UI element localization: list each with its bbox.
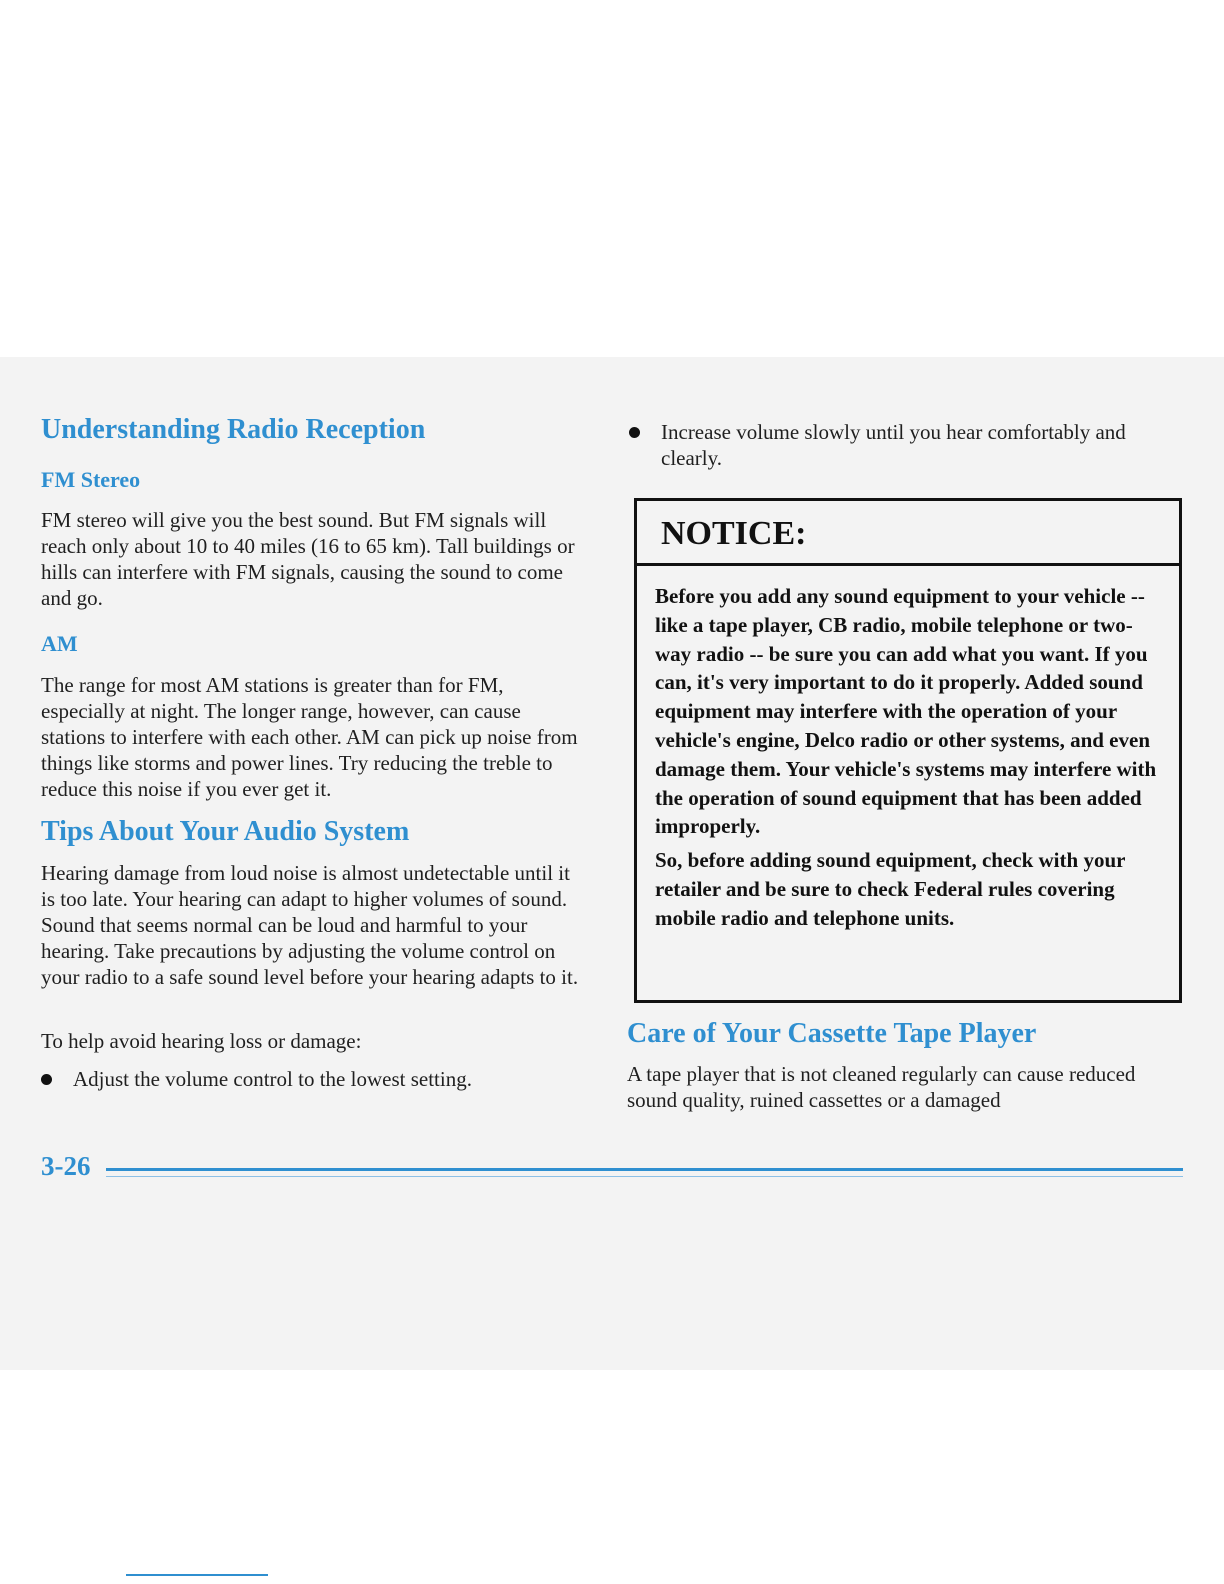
page-number: 3-26 bbox=[41, 1151, 91, 1181]
section-title-cassette-care: Care of Your Cassette Tape Player bbox=[627, 1018, 1037, 1049]
footer-rule bbox=[106, 1168, 1183, 1171]
bottom-underline bbox=[126, 1574, 268, 1576]
bullet-dot-icon bbox=[629, 427, 640, 438]
bullet-text: Adjust the volume control to the lowest setting. bbox=[73, 1067, 472, 1091]
bullet-text: Increase volume slowly until you hear comfortably and clearly. bbox=[661, 420, 1126, 470]
bullet-item-increase-volume bbox=[629, 419, 1184, 471]
am-paragraph: The range for most AM stations is greater than for FM, especially at night. The longer range, however, can cause stations to interfere with each other. AM can pick up noise from things like storms and power lines. Try reducing the treble to reduce this noise if you ever get it. bbox=[41, 673, 578, 801]
subheading-fm-stereo: FM Stereo bbox=[41, 467, 141, 492]
bullet-dot-icon bbox=[41, 1074, 52, 1085]
bullet-item-adjust-volume bbox=[41, 1066, 589, 1092]
help-paragraph: To help avoid hearing loss or damage: bbox=[41, 1029, 362, 1053]
notice-paragraph-1: Before you add any sound equipment to your vehicle -- like a tape player, CB radio, mobile telephone or two-way radio -- be sure you can add what you want. If you can, it's very important to do it properly. Added sound equipment may interfere with the operation of your vehicle's engine, Delco radio or other systems, and even damage them. Your vehicle's systems may interfere with the operation of sound equipment that has been added improperly. bbox=[655, 584, 1157, 839]
notice-box bbox=[634, 498, 1182, 1003]
section-title-audio-tips: Tips About Your Audio System bbox=[41, 816, 410, 847]
cassette-paragraph: A tape player that is not cleaned regularly can cause reduced sound quality, ruined cassettes or a damaged bbox=[627, 1062, 1136, 1112]
notice-paragraph-2: So, before adding sound equipment, check with your retailer and be sure to check Federal rules covering mobile radio and telephone units. bbox=[655, 848, 1126, 930]
subheading-am: AM bbox=[41, 631, 78, 656]
tips-paragraph: Hearing damage from loud noise is almost undetectable until it is too late. Your hearing can adapt to higher volumes of sound. Sound that seems normal can be loud and harmful to your hearing. Take precautions by adjusting the volume control on your radio to a safe sound level before your hearing adapts to it. bbox=[41, 861, 579, 989]
footer-rule-thin bbox=[106, 1176, 1183, 1177]
section-title-radio-reception: Understanding Radio Reception bbox=[41, 414, 426, 445]
fm-paragraph: FM stereo will give you the best sound. But FM signals will reach only about 10 to 40 miles (16 to 65 km). Tall buildings or hills can interfere with FM signals, causing the sound to come and go. bbox=[41, 508, 575, 610]
notice-title: NOTICE: bbox=[637, 501, 1179, 566]
